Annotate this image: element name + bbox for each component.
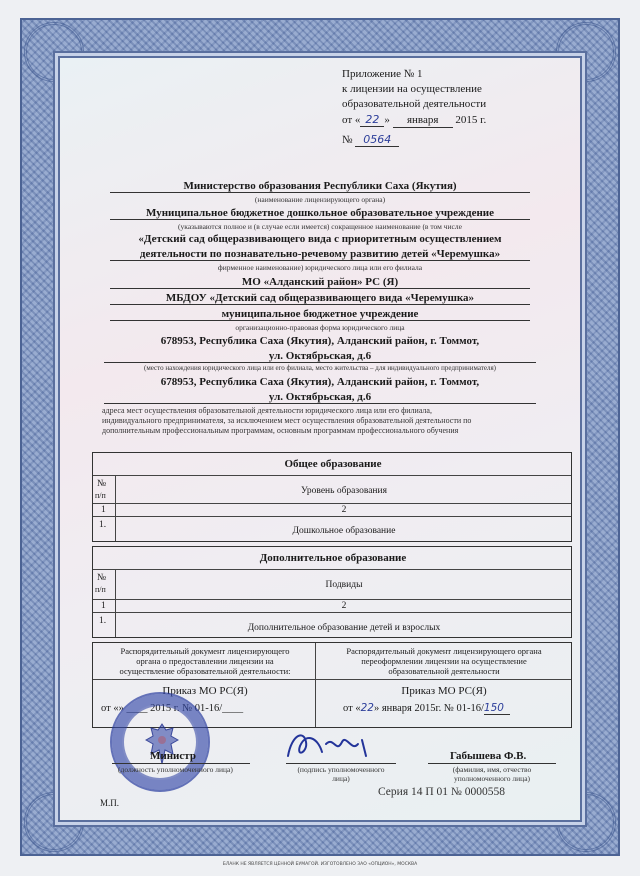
form-series-number: Серия 14 П 01 № 0000558 xyxy=(378,786,506,798)
signatory-name-caption-2: уполномоченного лица) xyxy=(453,774,531,783)
official-seal xyxy=(110,692,210,792)
appendix-title: Приложение № 1 xyxy=(342,68,423,80)
right-order-number: 150 xyxy=(484,703,510,715)
org-short-name: МБДОУ «Детский сад общеразвивающего вида «Черемушка» xyxy=(165,292,475,304)
authority-name: Министерство образования Республики Саха (Якутия) xyxy=(183,180,457,192)
org-address-2-line-1: 678953, Республика Саха (Якутия), Алданский район, г. Томмот, xyxy=(160,376,480,388)
printer-footer: БЛАНК НЕ ЯВЛЯЕТСЯ ЦЕННОЙ БУМАГОЙ. ИЗГОТОВЛЕНО ЗАО «ОПЦИОН», МОСКВА xyxy=(222,862,418,867)
signatory-position-caption: (должность уполномоченного лица) xyxy=(118,765,233,774)
col-level: Уровень образования xyxy=(301,486,387,496)
index-1: 1 xyxy=(101,505,106,515)
activity-caption-1: адреса мест осуществления образовательной деятельности юридического лица или его филиала, xyxy=(102,406,432,415)
right-doc-caption-1: Распорядительный документ лицензирующего органа xyxy=(346,646,542,656)
signatory-position: Министр xyxy=(150,750,196,762)
signatory-name-caption-1: (фамилия, имя, отчество xyxy=(452,765,532,774)
org-name-line-2: деятельности по познавательно-речевому развитию детей «Черемушка» xyxy=(139,248,501,260)
col-num-sub: п/п xyxy=(95,491,106,500)
left-doc-caption-3: осуществление образовательной деятельности: xyxy=(119,666,291,676)
org-name-caption: фирменное наименование) юридического лица или его филиала xyxy=(217,263,423,272)
table-row-num: 1. xyxy=(99,616,107,626)
appendix-subtitle-1: к лицензии на осуществление xyxy=(342,83,482,95)
general-education-title: Общее образование xyxy=(284,458,382,470)
divider xyxy=(286,763,396,764)
divider xyxy=(110,304,530,305)
divider xyxy=(110,219,530,220)
activity-caption-2: индивидуального предпринимателя, за исключением мест осуществления образовательной деятельности по xyxy=(102,416,472,425)
org-type-caption: (указываются полное и (в случае если имеется) сокращенное наименование (в том числе xyxy=(178,222,462,231)
authority-caption: (наименование лицензирующего органа) xyxy=(254,195,386,204)
appendix-day: 22 xyxy=(360,113,384,127)
appendix-subtitle-2: образовательной деятельности xyxy=(342,98,487,110)
col-num: № xyxy=(97,573,107,583)
col-num-sub: п/п xyxy=(95,585,106,594)
org-address-1-line-2: ул. Октябрьская, д.6 xyxy=(268,350,372,362)
index-2: 2 xyxy=(341,505,347,515)
left-doc-caption-1: Распорядительный документ лицензирующего xyxy=(120,646,290,656)
appendix-number: № 0564 xyxy=(342,133,399,147)
divider xyxy=(110,288,530,289)
index-2: 2 xyxy=(341,601,347,611)
divider xyxy=(110,260,530,261)
org-address-1-line-1: 678953, Республика Саха (Якутия), Алданский район, г. Томмот, xyxy=(160,335,480,347)
org-name-line-1: «Детский сад общеразвивающего вида с приоритетным осуществлением xyxy=(138,233,502,245)
divider xyxy=(112,763,250,764)
signatory-name: Габышева Ф.В. xyxy=(450,750,527,762)
table-row-label: Дошкольное образование xyxy=(292,526,396,536)
org-legal-form: муниципальное бюджетное учреждение xyxy=(221,308,419,320)
col-subtypes: Подвиды xyxy=(325,580,363,590)
table-row-label: Дополнительное образование детей и взрослых xyxy=(247,623,441,633)
org-address-caption: (место нахождения юридического лица или его филиала, место жительства – для индивидуального предпринимателя) xyxy=(143,364,497,372)
divider xyxy=(110,320,530,321)
appendix-number-value: 0564 xyxy=(355,133,399,147)
additional-education-table xyxy=(92,546,572,638)
index-1: 1 xyxy=(101,601,106,611)
right-order-day: 22 xyxy=(360,702,374,714)
divider xyxy=(110,192,530,193)
stamp-place: М.П. xyxy=(100,798,120,808)
left-order: Приказ МО РС(Я) xyxy=(162,685,248,697)
divider xyxy=(428,763,556,764)
org-legal-form-caption: организационно-правовая форма юридического лица xyxy=(235,323,405,332)
org-type: Муниципальное бюджетное дошкольное образовательное учреждение xyxy=(145,207,495,219)
additional-education-title: Дополнительное образование xyxy=(259,552,407,564)
col-num: № xyxy=(97,479,107,489)
right-doc-caption-2: переоформлении лицензии на осуществление xyxy=(361,656,527,666)
appendix-month: января xyxy=(393,114,453,128)
table-row-num: 1. xyxy=(99,520,107,530)
org-district: МО «Алданский район» РС (Я) xyxy=(241,276,399,288)
org-address-2-line-2: ул. Октябрьская, д.6 xyxy=(268,391,372,403)
general-education-table xyxy=(92,452,572,542)
activity-caption-3: дополнительным профессиональным программам, основным программам профессионального обучения xyxy=(102,426,459,435)
appendix-date: от « 22 » января 2015 г. xyxy=(342,113,487,126)
divider xyxy=(104,362,536,363)
right-order: Приказ МО РС(Я) xyxy=(401,685,487,697)
handwritten-signature-icon xyxy=(282,726,392,766)
divider xyxy=(104,403,536,404)
right-order-date: от «22» января 2015г. № 01-16/150 xyxy=(343,703,510,715)
signature-caption-2: лица) xyxy=(332,774,350,783)
signature-caption-1: (подпись уполномоченного xyxy=(297,765,385,774)
left-doc-caption-2: органа о предоставлении лицензии на xyxy=(136,656,274,666)
left-order-date: от «» ____ 2015 г. № 01-16/____ xyxy=(101,703,244,714)
right-doc-caption-3: образовательной деятельности xyxy=(388,666,500,676)
